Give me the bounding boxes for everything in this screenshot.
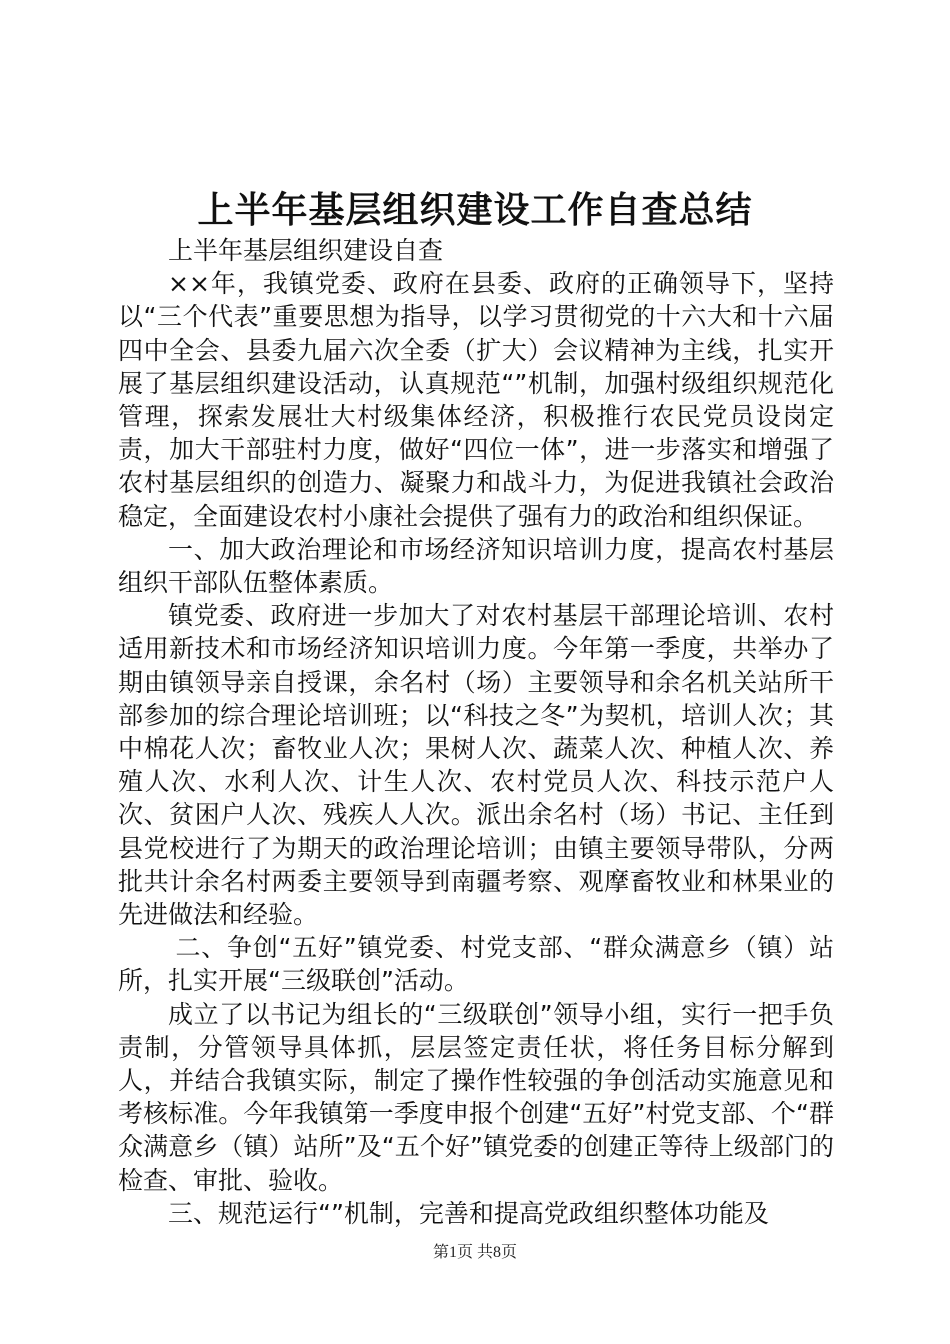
page-number-footer: 第1页 共8页: [432, 1244, 517, 1261]
document-body: [118, 234, 834, 1230]
intro-paragraph: ××年，我镇党委、政府在县委、政府的正确领导下，坚持以“三个代表”重要思想为指导，以学习贯彻党的十六大和十六届四中全会、县委九届六次全委（扩大）会议精神为主线，扎实开展了基层组织建设活动，认真规范“”机制，加强村级组织规范化管理，探索发展壮大村级集体经济，积极推行农民党员设岗定责，加大干部驻村力度，做好“四位一体”，进一步落实和增强了农村基层组织的创造力、凝聚力和战斗力，为促进我镇社会政治稳定，全面建设农村小康社会提供了强有力的政治和组织保证。: [118, 269, 834, 531]
document-subtitle: 上半年基层组织建设自查: [168, 236, 444, 265]
section-heading-3: 三、规范运行“”机制，完善和提高党政组织整体功能及: [168, 1198, 769, 1228]
section-2-paragraph: 成立了以书记为组长的“三级联创”领导小组，实行一把手负责制，分管领导具体抓，层层签定责任状，将任务目标分解到人，并结合我镇实际，制定了操作性较强的争创活动实施意见和考核标准。今年我镇第一季度申报个创建“五好”村党支部、个“群众满意乡（镇）站所”及“五个好”镇党委的创建正等待上级部门的检查、审批、验收。: [118, 999, 834, 1195]
document-title: 上半年基层组织建设工作自查总结: [197, 189, 753, 231]
section-1-paragraph: 镇党委、政府进一步加大了对农村基层干部理论培训、农村适用新技术和市场经济知识培训力度。今年第一季度，共举办了期由镇领导亲自授课，余名村（场）主要领导和余名机关站所干部参加的综合理论培训班；以“科技之冬”为契机，培训人次；其中棉花人次；畜牧业人次；果树人次、蔬菜人次、种植人次、养殖人次、水利人次、计生人次、农村党员人次、科技示范户人次、贫困户人次、残疾人人次。派出余名村（场）书记、主任到县党校进行了为期天的政治理论培训；由镇主要领导带队，分两批共计余名村两委主要领导到南疆考察、观摩畜牧业和林果业的先进做法和经验。: [118, 601, 834, 930]
section-heading-1: 一、加大政治理论和市场经济知识培训力度，提高农村基层组织干部队伍整体素质。: [118, 534, 834, 598]
section-heading-2: 二、争创“五好”镇党委、村党支部、“群众满意乡（镇）站所，扎实开展“三级联创”活动。: [118, 933, 834, 996]
